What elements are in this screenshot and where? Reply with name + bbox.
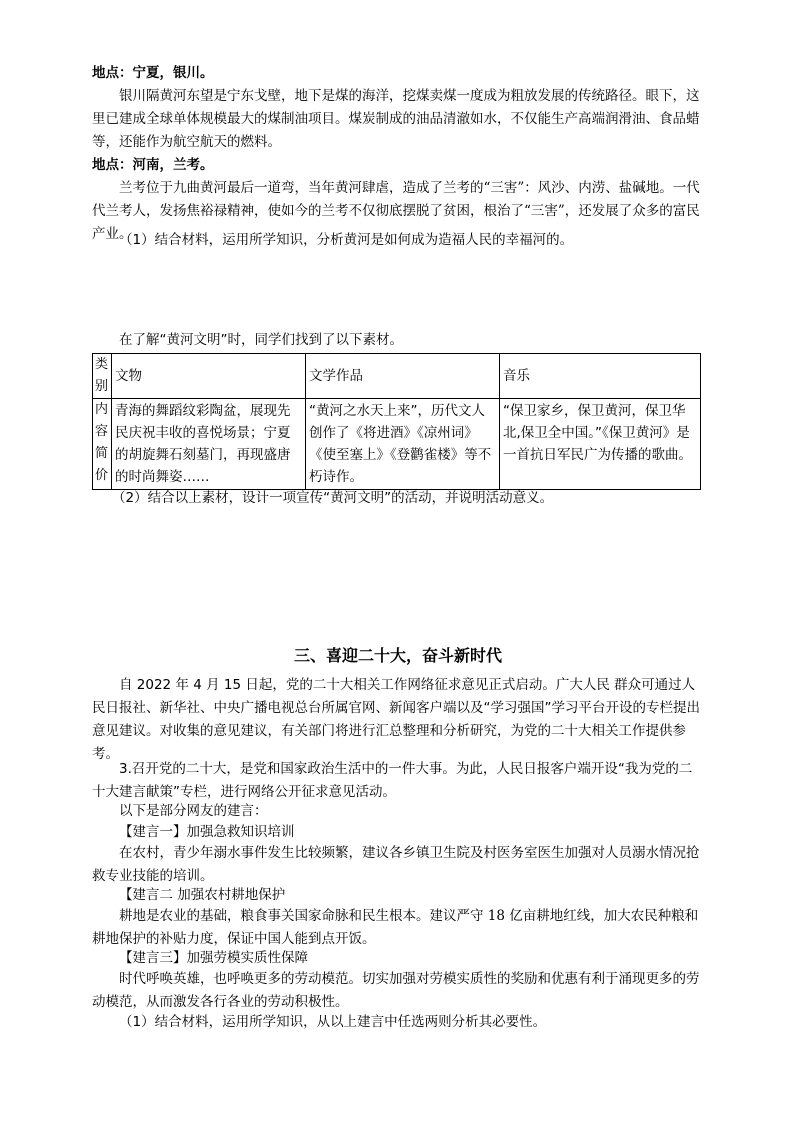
section-title: 三、喜迎二十大，奋斗新时代 xyxy=(293,646,502,665)
question-3: （1）结合材料，运用所学知识，从以上建言中任选两则分析其必要性。 xyxy=(119,1014,547,1030)
suggestion-3-title: 【建言三】加强劳模实质性保障 xyxy=(119,950,308,966)
table-header-category: 类别 xyxy=(93,354,112,399)
suggestion-2-text: 耕地是农业的基础，粮食事关国家命脉和民生根本。建议严守 18 亿亩耕地红线，加大农民种粮和耕地保护的补贴力度，保证中国人能到点开饭。 xyxy=(92,908,699,947)
suggestion-3-text: 时代呼唤英雄，也呼唤更多的劳动模范。切实加强对劳模实质性的奖励和优惠有利于涌现更多的劳动模范，从而激发各行各业的劳动积极性。 xyxy=(92,971,700,1010)
intro-paragraph: 自 2022 年 4 月 15 日起，党的二十大相关工作网络征求意见正式启动。广大人民 群众可通过人民日报社、新华社、中央广播电视总台所属官网、新闻客户端以及“学习强国”学习平台开设的专栏提出意见建议。对收集的意见建议，有关部门将进行汇总整理和分析研究，为党的二十大相关工作提供参考。 xyxy=(92,677,700,762)
table-cell-music: “保卫家乡，保卫黄河，保卫华北,保卫全中国。”《保卫黄河》是一首抗日军民广为传播的歌曲。 xyxy=(500,399,701,490)
question-3-stem: 3.召开党的二十大，是党和国家政治生活中的一件大事。为此，人民日报客户端开设“我为党的二十大建言献策”专栏，进行网络公开征求意见活动。 xyxy=(92,761,693,800)
table-row xyxy=(93,399,701,490)
location-label-lankao: 地点：河南，兰考。 xyxy=(92,157,214,173)
question-1: （1）结合材料，运用所学知识，分析黄河是如何成为造福人民的幸福河的。 xyxy=(119,232,574,248)
question-2: （2）结合以上素材，设计一项宣传“黄河文明”的活动，并说明活动意义。 xyxy=(112,490,554,506)
material-yinchuan: 银川隔黄河东望是宁东戈壁，地下是煤的海洋，挖煤卖煤一度成为粗放发展的传统路径。眼下，这里已建成全球单体规模最大的煤制油项目。煤炭制成的油品清澈如水，不仅能生产高端润滑油、食品蜡等，还能作为航空航天的燃料。 xyxy=(92,88,700,150)
suggestion-1-title: 【建言一】加强急救知识培训 xyxy=(119,824,295,840)
table-header-row xyxy=(93,354,701,399)
location-label-yinchuan: 地点：宁夏，银川。 xyxy=(92,65,214,81)
table-intro: 在了解“黄河文明”时，同学们找到了以下素材。 xyxy=(119,332,403,348)
table-header-literature: 文学作品 xyxy=(306,354,500,399)
table-cell-literature: “黄河之水天上来”，历代文人创作了《将进酒》《凉州词》《使至塞上》《登鹳雀楼》等不朽诗作。 xyxy=(306,399,500,490)
material-lankao: 兰考位于九曲黄河最后一道弯，当年黄河肆虐，造成了兰考的“三害”：风沙、内涝、盐碱地。一代代兰考人，发扬焦裕禄精神，使如今的兰考不仅彻底摆脱了贫困，根治了“三害”，还发展了众多的富民产业。 xyxy=(92,180,700,242)
table-row-label: 内容简价 xyxy=(93,399,112,490)
table-cell-relics: 青海的舞蹈纹彩陶盆，展现先民庆祝丰收的喜悦场景；宁夏的胡旋舞石刻墓门，再现盛唐的时尚舞姿…… xyxy=(112,399,306,490)
table-header-music: 音乐 xyxy=(500,354,701,399)
suggestions-intro: 以下是部分网友的建言： xyxy=(119,803,268,819)
suggestion-1-text: 在农村，青少年溺水事件发生比较频繁，建议各乡镇卫生院及村医务室医生加强对人员溺水情况抢救专业技能的培训。 xyxy=(92,845,700,884)
table-header-relics: 文物 xyxy=(112,354,306,399)
suggestion-2-title: 【建言二 加强农村耕地保护 xyxy=(119,887,286,903)
material-table xyxy=(92,353,701,490)
